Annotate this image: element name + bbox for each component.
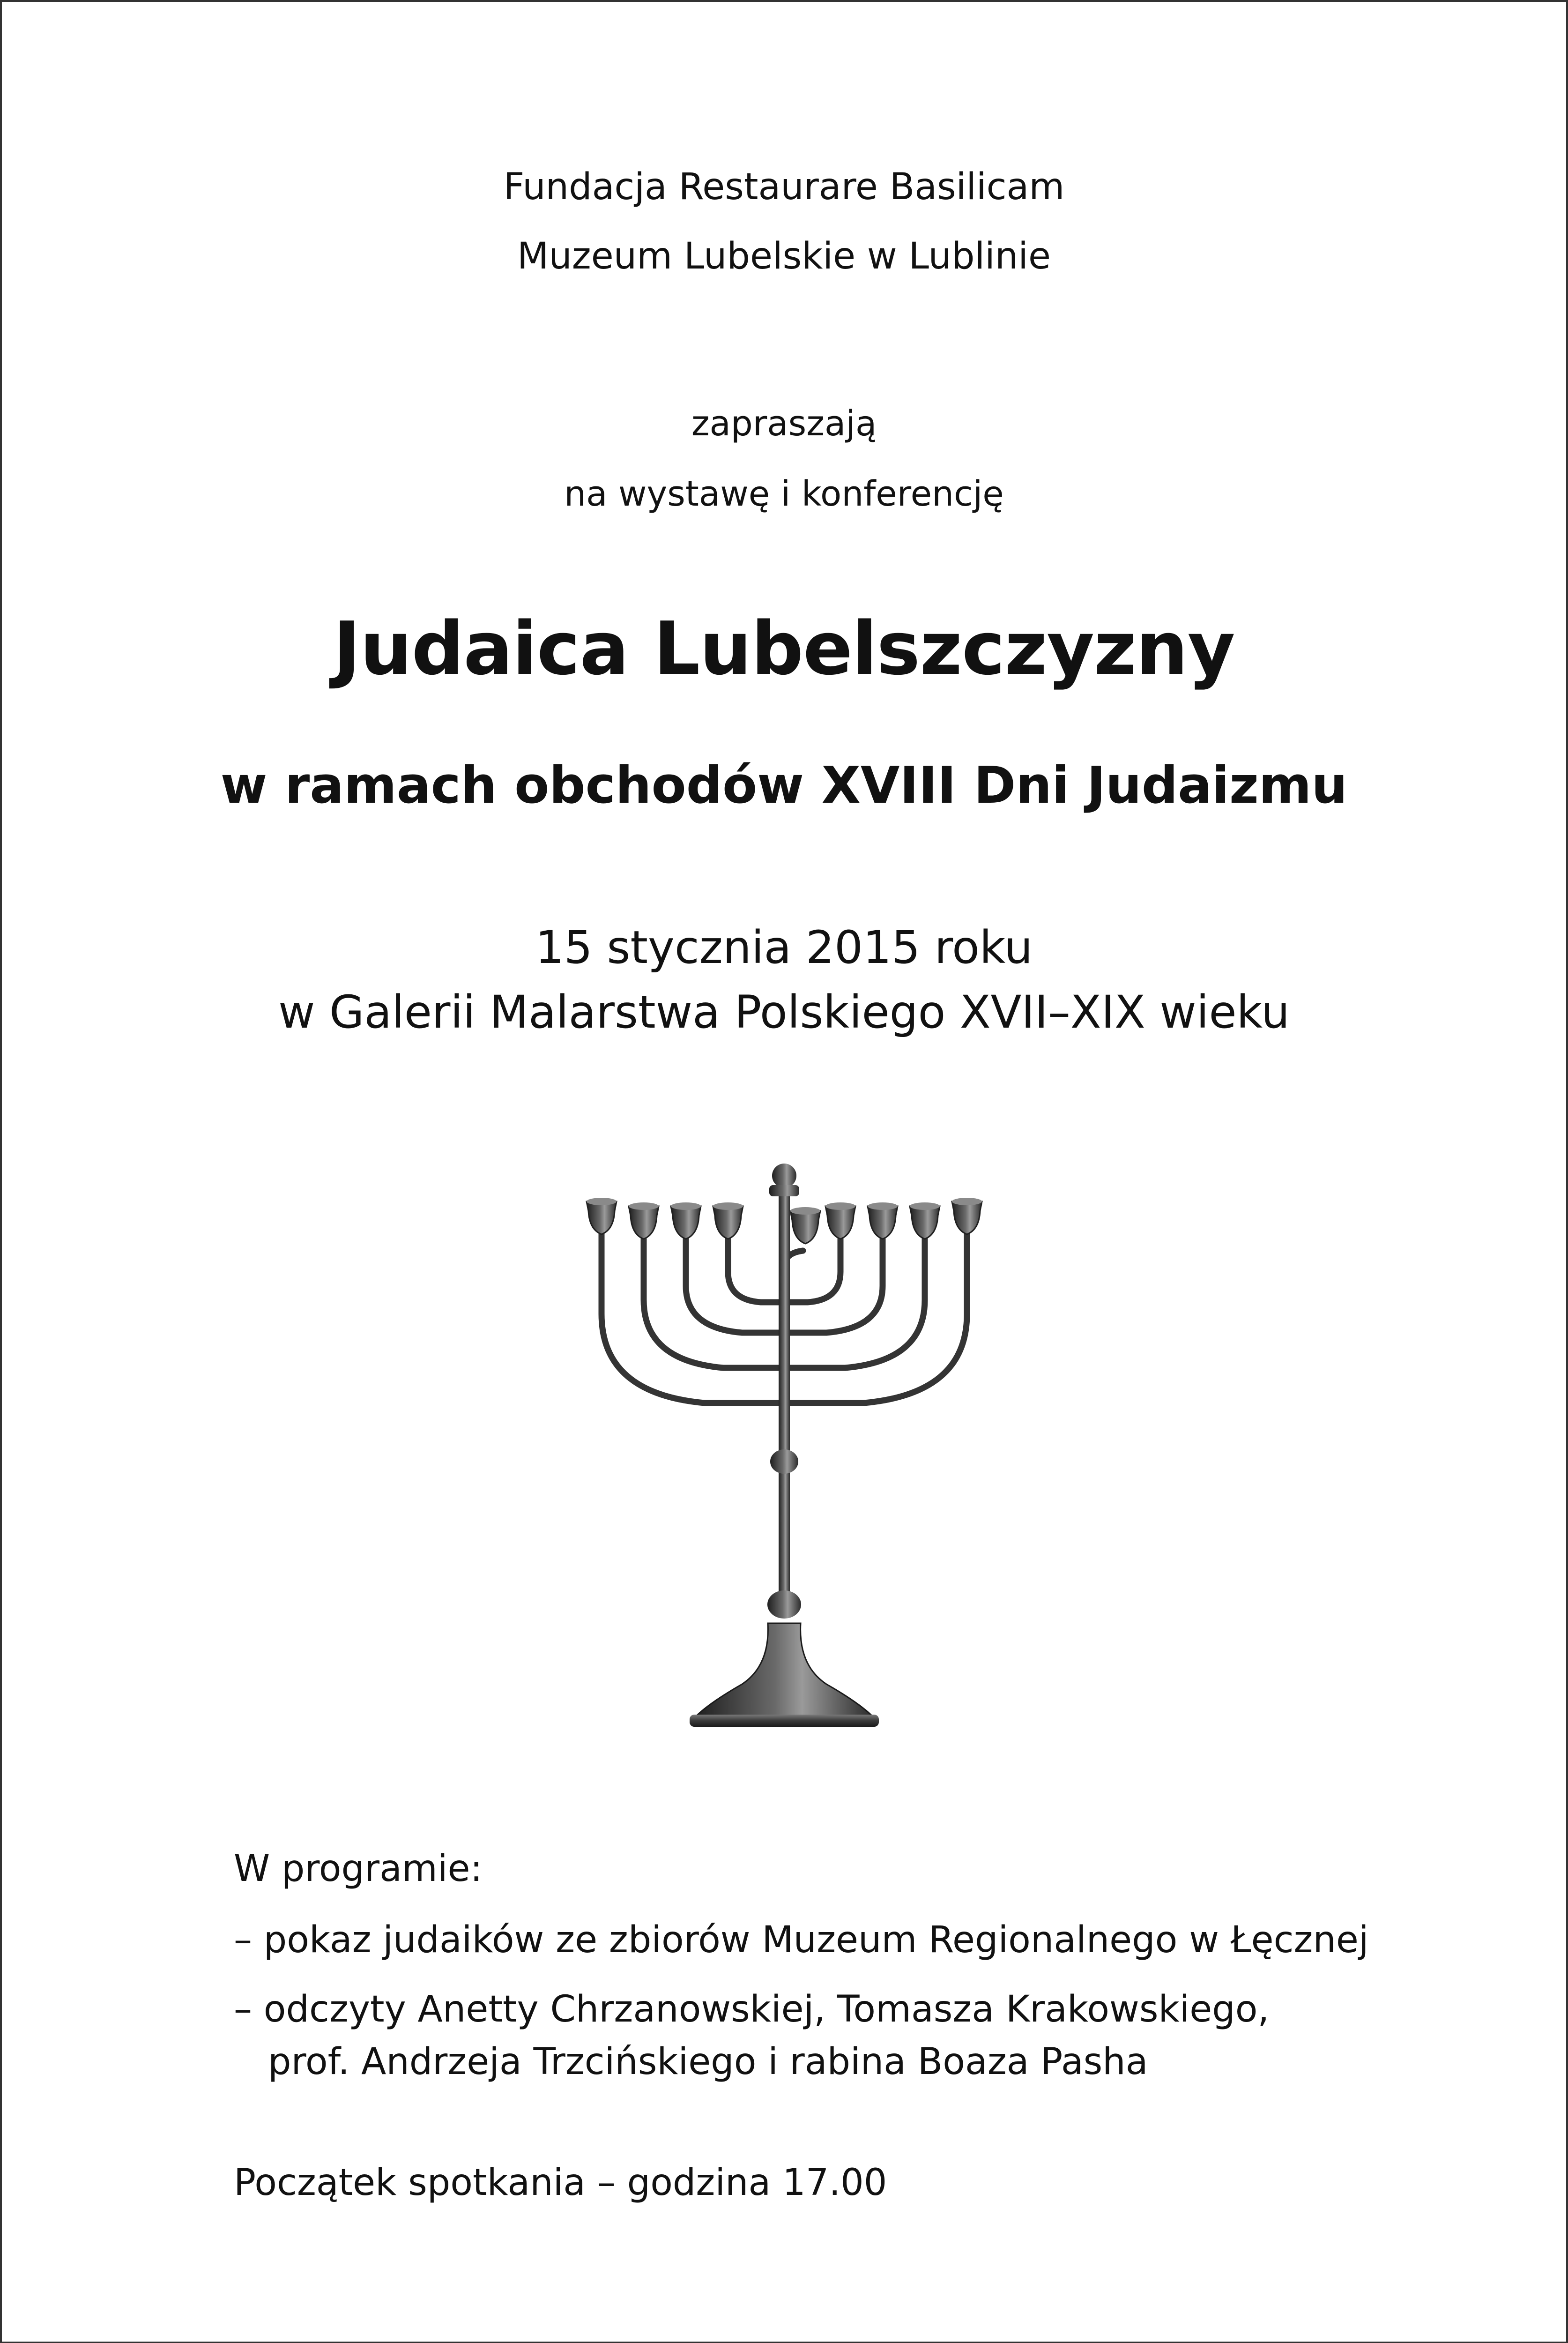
event-venue: w Galerii Malarstwa Polskiego XVII–XIX wieku xyxy=(278,986,1290,1038)
program-heading: W programie: xyxy=(234,1848,483,1890)
invitation-subject: na wystawę i konferencję xyxy=(564,474,1004,514)
program-item-exhibition: – pokaz judaików ze zbiorów Muzeum Regionalnego w Łęcznej xyxy=(234,1919,1369,1961)
event-title: Judaica Lubelszczyzny xyxy=(333,606,1235,691)
start-time: Początek spotkania – godzina 17.00 xyxy=(234,2162,887,2204)
invitation-line: zapraszają xyxy=(691,403,877,444)
program-item-lectures: – odczyty Anetty Chrzanowskiej, Tomasza Krakowskiego, xyxy=(234,1988,1270,2030)
event-date: 15 stycznia 2015 roku xyxy=(535,921,1033,974)
program-item-lectures-continued: prof. Andrzeja Trzcińskiego i rabina Boaza Pasha xyxy=(268,2041,1148,2083)
organizer-museum: Muzeum Lubelskie w Lublinie xyxy=(517,235,1051,277)
event-subtitle: w ramach obchodów XVIII Dni Judaizmu xyxy=(220,756,1348,815)
menorah-icon xyxy=(583,1159,986,1736)
organizer-foundation: Fundacja Restaurare Basilicam xyxy=(503,166,1065,208)
